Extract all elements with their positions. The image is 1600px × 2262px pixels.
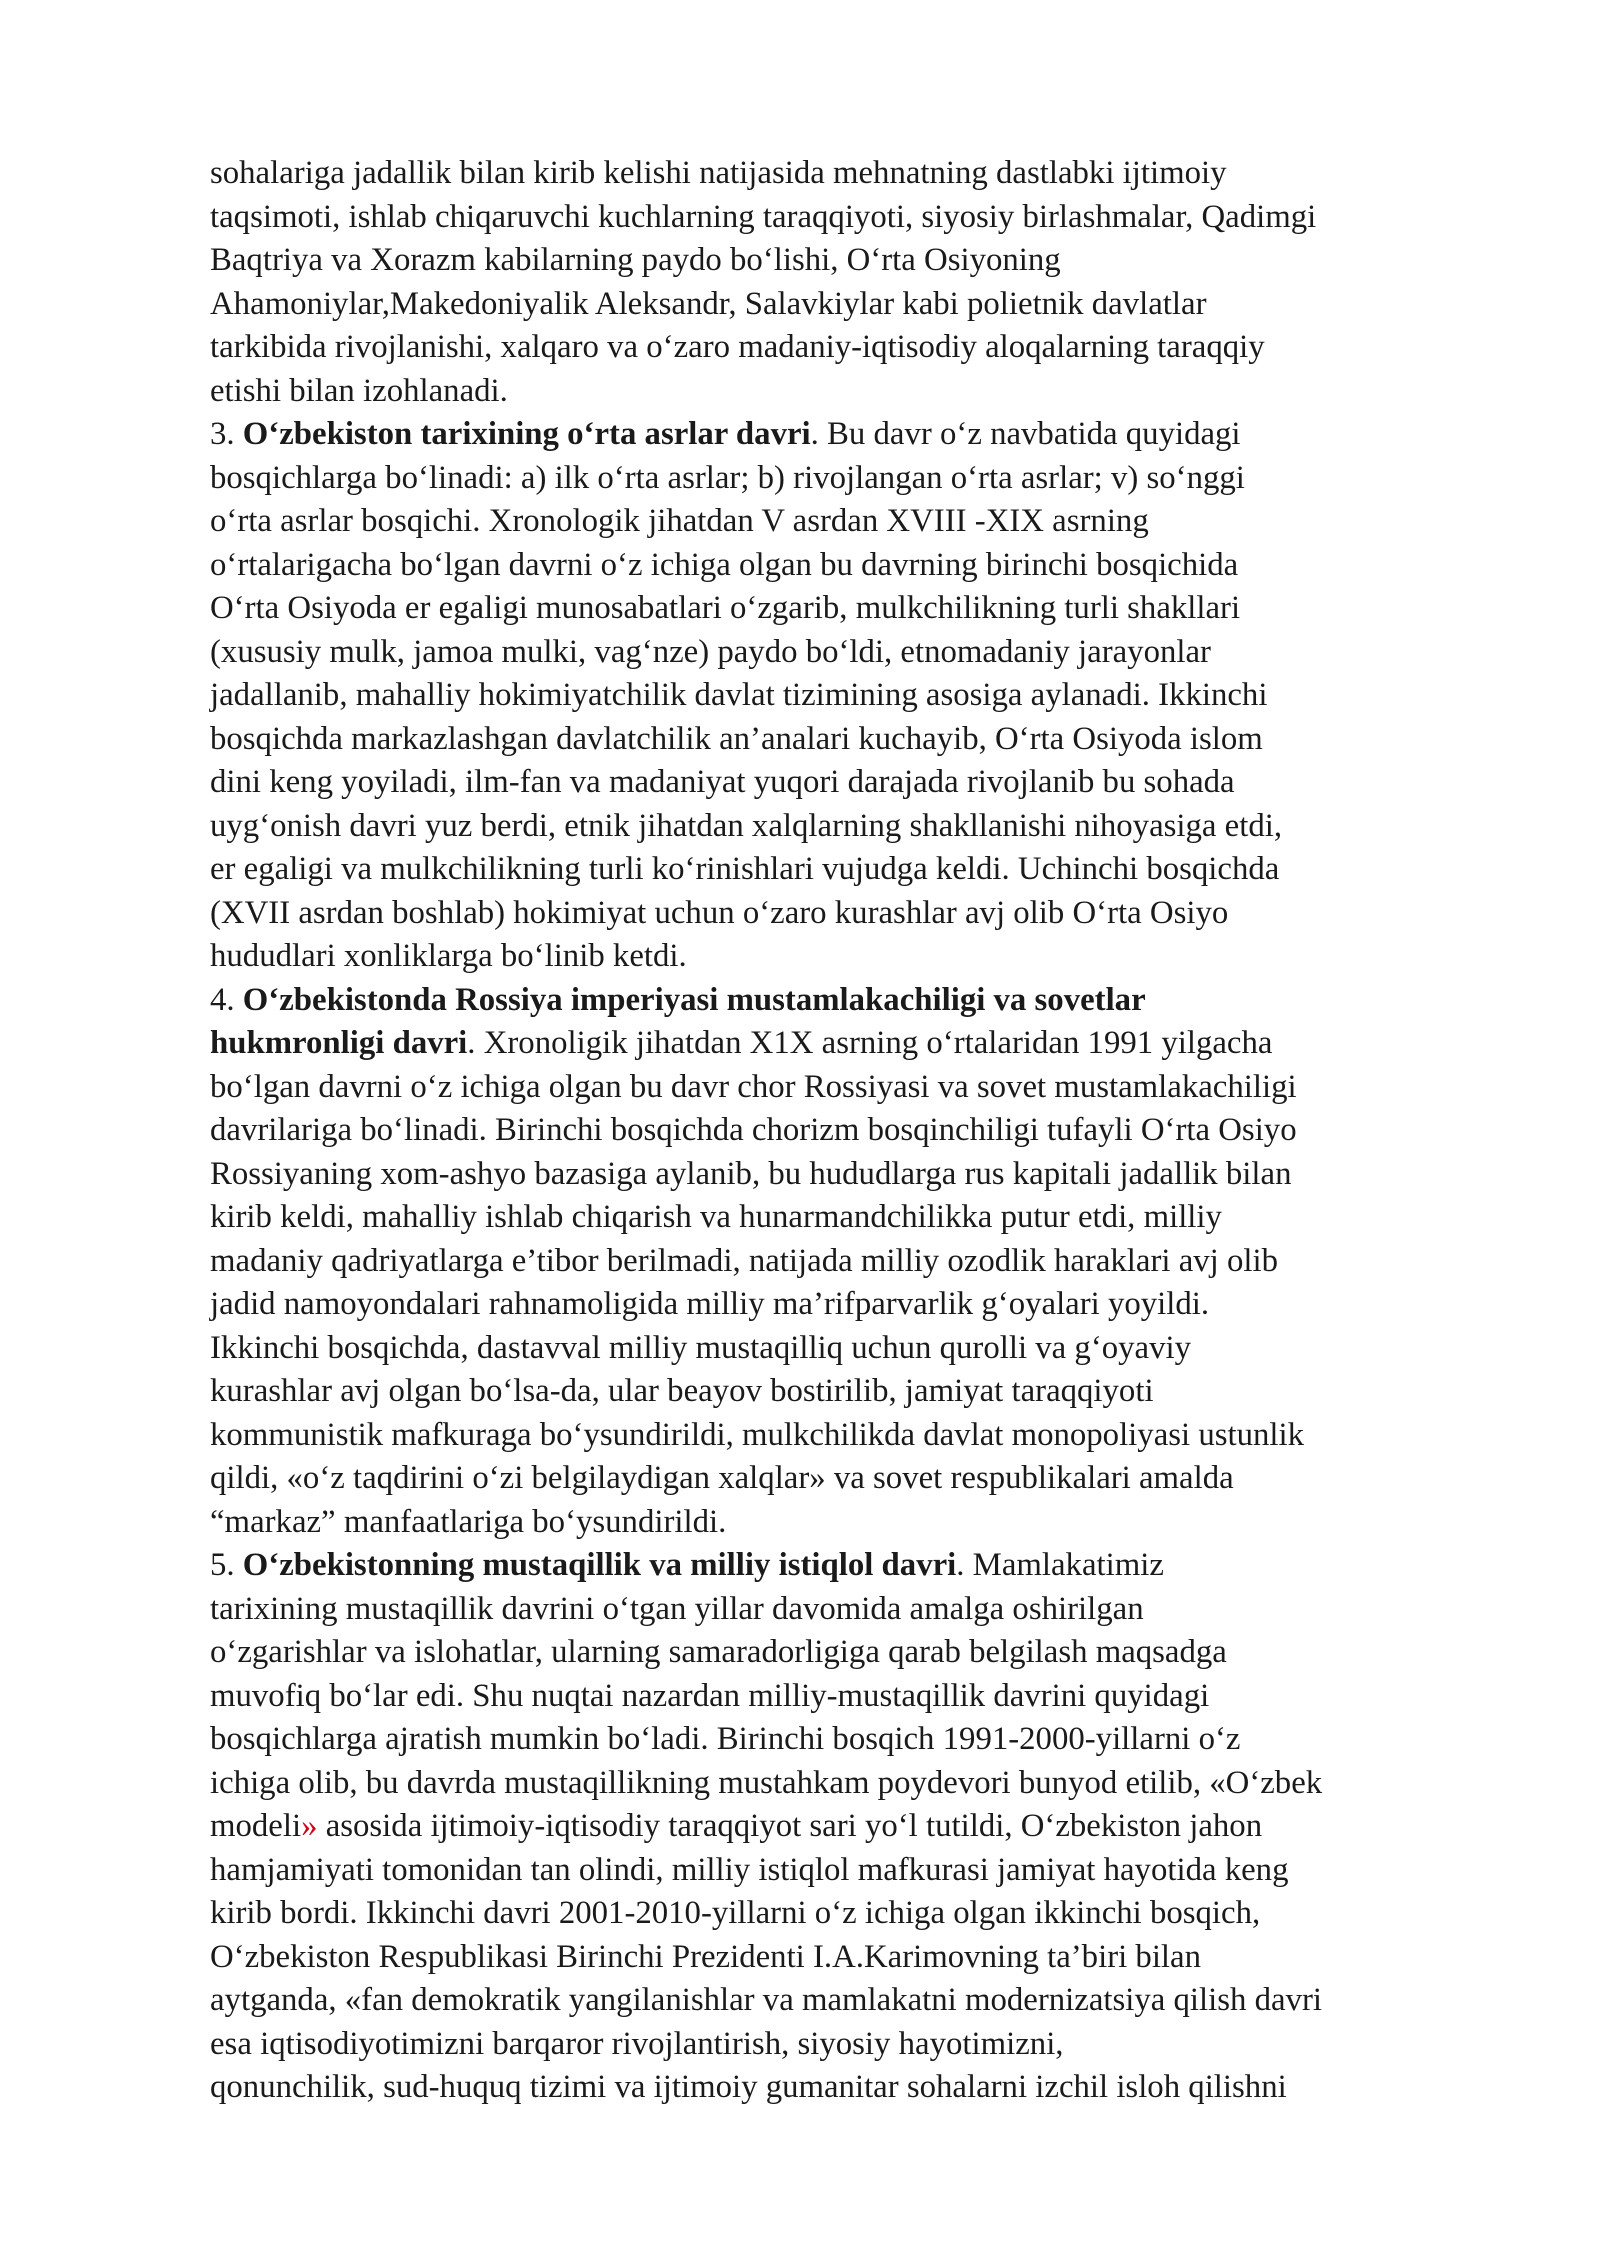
- text-line: [210, 1327, 1510, 1371]
- text-line: [210, 979, 1510, 1023]
- text-line: [210, 1675, 1510, 1719]
- text-segment: 4.: [210, 981, 243, 1018]
- text-line: [210, 805, 1510, 849]
- text-segment: o‘rtalarigacha bo‘lgan davrni o‘z ichiga olgan bu davrning birinchi bosqichida: [210, 546, 1239, 583]
- text-line: [210, 1501, 1510, 1545]
- section-heading: O‘zbekiston tarixining o‘rta asrlar davri: [242, 416, 811, 452]
- text-line: [210, 1066, 1510, 1110]
- text-line: [210, 674, 1510, 718]
- text-line: [210, 2023, 1510, 2067]
- section-heading: hukmronligi davri: [210, 1025, 468, 1061]
- document-page: [210, 152, 1510, 2110]
- text-line: [210, 457, 1510, 501]
- text-segment: etishi bilan izohlanadi.: [210, 372, 508, 409]
- text-segment: madaniy qadriyatlarga e’tibor berilmadi, natijada milliy ozodlik haraklari avj olib: [210, 1242, 1278, 1279]
- text-segment: kirib bordi. Ikkinchi davri 2001-2010-yillarni o‘z ichiga olgan ikkinchi bosqich,: [210, 1895, 1261, 1931]
- text-segment: aytganda, «fan demokratik yangilanishlar va mamlakatni modernizatsiya qilish davri: [210, 1982, 1323, 2018]
- text-segment: qildi, «o‘z taqdirini o‘zi belgilaydigan xalqlar» va sovet respublikalari amalda: [210, 1460, 1234, 1496]
- text-line: [210, 1631, 1510, 1675]
- text-segment: taqsimoti, ishlab chiqaruvchi kuchlarning taraqqiyoti, siyosiy birlashmalar, Qadimgi: [210, 198, 1317, 235]
- text-line: [210, 1457, 1510, 1501]
- text-segment: sohalariga jadallik bilan kirib kelishi natijasida mehnatning dastlabki ijtimoiy: [210, 155, 1227, 191]
- text-segment: hududlari xonliklarga bo‘linib ketdi.: [210, 938, 687, 974]
- text-line: [210, 1240, 1510, 1284]
- text-segment: “markaz” manfaatlariga bo‘ysundirildi.: [210, 1503, 727, 1540]
- text-segment: kommunistik mafkuraga bo‘ysundirildi, mulkchilikda davlat monopoliyasi ustunlik: [210, 1416, 1305, 1453]
- text-line: [210, 1892, 1510, 1936]
- text-line: [210, 761, 1510, 805]
- section-heading: O‘zbekistonda Rossiya imperiyasi mustamlakachiligi va sovetlar: [242, 981, 1146, 1018]
- text-line: [210, 1979, 1510, 2023]
- text-line: [210, 1414, 1510, 1458]
- text-segment: 3.: [210, 416, 243, 452]
- text-segment: 5.: [210, 1547, 243, 1583]
- text-line: [210, 326, 1510, 370]
- text-line: [210, 587, 1510, 631]
- text-line: [210, 196, 1510, 240]
- text-line: [210, 413, 1510, 457]
- text-segment: . Bu davr o‘z navbatida quyidagi: [810, 416, 1241, 452]
- text-line: [210, 1022, 1510, 1066]
- text-segment: jadid namoyondalari rahnamoligida milliy ma’rifparvarlik g‘oyalari yoyildi.: [210, 1286, 1210, 1322]
- text-line: [210, 2066, 1510, 2110]
- text-segment: Baqtriya va Xorazm kabilarning paydo bo‘lishi, O‘rta Osiyoning: [210, 242, 1061, 278]
- text-line: [210, 718, 1510, 762]
- text-segment: dini keng yoyiladi, ilm-fan va madaniyat yuqori darajada rivojlanib bu sohada: [210, 764, 1235, 800]
- text-line: [210, 500, 1510, 544]
- text-segment: bo‘lgan davrni o‘z ichiga olgan bu davr chor Rossiyasi va sovet mustamlakachiligi: [210, 1068, 1297, 1105]
- text-line: [210, 1283, 1510, 1327]
- text-segment: . Mamlakatimiz: [956, 1547, 1164, 1583]
- text-line: [210, 1805, 1510, 1849]
- text-segment: (xususiy mulk, jamoa mulki, vag‘nze) paydo bo‘ldi, etnomadaniy jarayonlar: [210, 633, 1211, 670]
- text-segment: kirib keldi, mahalliy ishlab chiqarish va hunarmandchilikka putur etdi, milliy: [210, 1199, 1222, 1235]
- text-segment: Rossiyaning xom-ashyo bazasiga aylanib, bu hududlarga rus kapitali jadallik bilan: [210, 1155, 1292, 1192]
- text-segment: asosida ijtimoiy-iqtisodiy taraqqiyot sari yo‘l tutildi, O‘zbekiston jahon: [317, 1808, 1263, 1844]
- text-segment: (XVII asrdan boshlab) hokimiyat uchun o‘zaro kurashlar avj olib O‘rta Osiyo: [210, 894, 1229, 931]
- text-segment: jadallanib, mahalliy hokimiyatchilik davlat tizimining asosiga aylanadi. Ikkinchi: [210, 677, 1268, 713]
- text-segment: tarkibida rivojlanishi, xalqaro va o‘zaro madaniy-iqtisodiy aloqalarning taraqqiy: [210, 329, 1265, 365]
- text-segment: esa iqtisodiyotimizni barqaror rivojlantirish, siyosiy hayotimizni,: [210, 2025, 1064, 2062]
- text-line: [210, 370, 1510, 414]
- text-segment: o‘rta asrlar bosqichi. Xronologik jihatdan V asrdan XVIII -XIX asrning: [210, 503, 1149, 539]
- text-segment: bosqichlarga bo‘linadi: a) ilk o‘rta asrlar; b) rivojlangan o‘rta asrlar; v) so‘nggi: [210, 459, 1245, 496]
- text-segment: muvofiq bo‘lar edi. Shu nuqtai nazardan milliy-mustaqillik davrini quyidagi: [210, 1677, 1210, 1714]
- text-line: [210, 1936, 1510, 1980]
- text-line: [210, 239, 1510, 283]
- text-segment: O‘rta Osiyoda er egaligi munosabatlari o‘zgarib, mulkchilikning turli shakllari: [210, 590, 1241, 626]
- highlighted-quote-mark: »: [301, 1808, 318, 1844]
- text-line: [210, 631, 1510, 675]
- text-segment: Ahamoniylar,Makedoniyalik Aleksandr, Salavkiylar kabi polietnik davlatlar: [210, 285, 1207, 322]
- text-line: [210, 892, 1510, 936]
- text-line: [210, 848, 1510, 892]
- text-segment: qonunchilik, sud-huquq tizimi va ijtimoiy gumanitar sohalarni izchil isloh qilishni: [210, 2069, 1287, 2105]
- text-line: [210, 935, 1510, 979]
- text-segment: kurashlar avj olgan bo‘lsa-da, ular beayov bostirilib, jamiyat taraqqiyoti: [210, 1373, 1154, 1409]
- text-line: [210, 1544, 1510, 1588]
- text-segment: . Xronoligik jihatdan X1X asrning o‘rtalaridan 1991 yilgacha: [467, 1025, 1273, 1061]
- text-segment: hamjamiyati tomonidan tan olindi, milliy istiqlol mafkurasi jamiyat hayotida keng: [210, 1851, 1289, 1888]
- text-segment: O‘zbekiston Respublikasi Birinchi Prezidenti I.A.Karimovning ta’biri bilan: [210, 1938, 1202, 1975]
- text-segment: ichiga olib, bu davrda mustaqillikning mustahkam poydevori bunyod etilib, «O‘zbek: [210, 1764, 1323, 1801]
- text-segment: Ikkinchi bosqichda, dastavval milliy mustaqilliq uchun qurolli va g‘oyaviy: [210, 1329, 1192, 1366]
- text-segment: o‘zgarishlar va islohatlar, ularning samaradorligiga qarab belgilash maqsadga: [210, 1634, 1227, 1670]
- text-segment: uyg‘onish davri yuz berdi, etnik jihatdan xalqlarning shakllanishi nihoyasiga etdi,: [210, 807, 1283, 844]
- text-line: [210, 1196, 1510, 1240]
- text-line: [210, 152, 1510, 196]
- text-line: [210, 1109, 1510, 1153]
- text-segment: bosqichda markazlashgan davlatchilik an’analari kuchayib, O‘rta Osiyoda islom: [210, 720, 1263, 757]
- text-line: [210, 283, 1510, 327]
- text-line: [210, 544, 1510, 588]
- section-heading: O‘zbekistonning mustaqillik va milliy istiqlol davri: [242, 1547, 957, 1583]
- text-segment: er egaligi va mulkchilikning turli ko‘rinishlari vujudga keldi. Uchinchi bosqichda: [210, 851, 1280, 887]
- text-segment: modeli: [210, 1808, 302, 1844]
- text-segment: davrilariga bo‘linadi. Birinchi bosqichda chorizm bosqinchiligi tufayli O‘rta Osiyo: [210, 1112, 1297, 1148]
- text-segment: tarixining mustaqillik davrini o‘tgan yillar davomida amalga oshirilgan: [210, 1590, 1144, 1627]
- text-line: [210, 1370, 1510, 1414]
- text-line: [210, 1153, 1510, 1197]
- text-line: [210, 1718, 1510, 1762]
- text-segment: bosqichlarga ajratish mumkin bo‘ladi. Birinchi bosqich 1991-2000-yillarni o‘z: [210, 1721, 1241, 1757]
- text-line: [210, 1588, 1510, 1632]
- text-line: [210, 1762, 1510, 1806]
- text-line: [210, 1849, 1510, 1893]
